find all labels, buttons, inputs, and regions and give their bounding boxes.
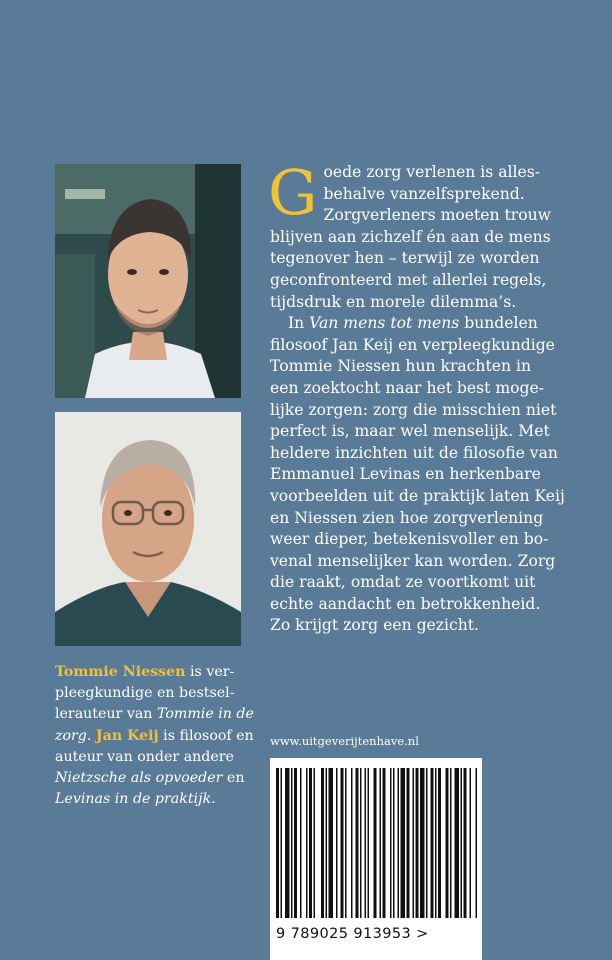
author-photo-jan-keij: [55, 412, 241, 646]
author-name: Jan Keij: [95, 727, 159, 744]
book-title: Van mens tot mens: [309, 314, 460, 333]
barcode-bar: [321, 768, 324, 918]
barcode-bar: [426, 768, 428, 918]
bio-line: [55, 789, 255, 810]
barcode-bar: [368, 768, 370, 918]
barcode-bar: [380, 768, 382, 918]
blurb-line: Emmanuel Levinas en herkenbare: [270, 465, 541, 484]
blurb-line: venal menselijker kan worden. Zorg: [270, 551, 556, 570]
bio-line: pleegkundige en bestsel-: [55, 685, 235, 702]
bio-text: en: [222, 770, 245, 787]
barcode-bar: [294, 768, 297, 918]
barcode-bar: [407, 768, 410, 918]
bio-text: lerauteur van: [55, 706, 157, 723]
book-title: Levinas in de praktijk: [55, 791, 212, 808]
blurb-line: weer dieper, betekenisvoller en bo-: [270, 530, 549, 549]
barcode-bar: [365, 768, 367, 918]
bio-line: auteur van onder andere: [55, 748, 234, 765]
barcode-bar: [281, 768, 283, 918]
barcode-bars: [272, 768, 480, 926]
barcode-bar: [326, 768, 328, 918]
blurb-line: behalve vanzelfsprekend.: [323, 184, 525, 203]
blurb-line: Zo krijgt zorg een gezicht.: [270, 616, 479, 635]
barcode-bar: [390, 768, 392, 918]
barcode-bar: [306, 768, 308, 918]
barcode-bar: [336, 768, 338, 918]
blurb-line: filosoof Jan Keij en verpleegkundige: [270, 335, 555, 354]
bio-line: [55, 704, 255, 725]
barcode-bar: [383, 768, 386, 918]
blurb-line: oede zorg verlenen is alles-: [323, 163, 541, 181]
barcode-bar: [341, 768, 344, 918]
book-title: Nietzsche als opvoeder: [55, 770, 223, 787]
bio-text: is filosoof en: [158, 727, 254, 744]
barcode-bar: [413, 768, 415, 918]
blurb-line: voorbeelden uit de praktijk laten Keij: [270, 486, 565, 505]
blurb-line: tegenover hen – terwijl ze worden: [270, 249, 540, 268]
blurb-line: Zorgverleners moeten trouw: [323, 206, 551, 225]
barcode-bar: [401, 768, 406, 918]
blurb-line: lijke zorgen: zorg die misschien niet: [270, 400, 557, 419]
book-title: Tommie in de: [156, 706, 254, 723]
barcode-bar: [435, 768, 437, 918]
book-title: zorg: [55, 727, 87, 744]
blurb-line: tijdsdruk en morele dilemma’s.: [270, 292, 517, 311]
barcode-bar: [461, 768, 463, 918]
barcode-bar: [470, 768, 472, 918]
blurb-line: blijven aan zichzelf én aan de mens: [270, 227, 551, 246]
author-bio: [55, 662, 255, 810]
blurb-text: bundelen: [459, 314, 538, 333]
barcode-bar: [276, 768, 279, 918]
author-name: Tommie Niessen: [55, 664, 186, 680]
barcode-bar: [356, 768, 359, 918]
blurb-text: In: [288, 314, 310, 333]
drop-cap: G: [268, 156, 318, 229]
barcode-bar: [464, 768, 467, 918]
barcode-bar: [416, 768, 419, 918]
blurb-line: heldere inzichten uit de filosofie van: [270, 443, 558, 462]
barcode-bar: [431, 768, 434, 918]
blurb-paragraph-1: [268, 156, 570, 313]
isbn-digits: 9 789025 913953 >: [276, 926, 429, 942]
barcode-bar: [476, 768, 478, 918]
barcode-bar: [314, 768, 316, 918]
barcode-bar: [455, 768, 460, 918]
barcode-bar: [351, 768, 353, 918]
barcode-bar: [450, 768, 452, 918]
barcode-bar: [446, 768, 449, 918]
barcode-bar: [300, 768, 302, 918]
blurb-line: Tommie Niessen hun krachten in: [270, 357, 532, 376]
barcode-bar: [398, 768, 400, 918]
bio-line: [55, 726, 255, 747]
publisher-website: www.uitgeverijtenhave.nl: [270, 734, 419, 748]
barcode-bar: [291, 768, 293, 918]
bio-line: [55, 768, 255, 789]
barcode-bar: [360, 768, 362, 918]
bio-text: .: [211, 791, 216, 808]
bio-text: .: [86, 727, 96, 744]
blurb-line: echte aandacht en betrokkenheid.: [270, 594, 541, 613]
barcode-bar: [393, 768, 395, 918]
back-cover-blurb: [268, 156, 570, 637]
barcode-bar: [438, 768, 441, 918]
blurb-line: perfect is, maar wel menselijk. Met: [270, 422, 550, 441]
barcode-bar: [420, 768, 425, 918]
bio-text: is ver-: [185, 664, 235, 680]
barcode-bar: [309, 768, 312, 918]
author-photo-tommie-niessen: [55, 164, 241, 398]
blurb-line: geconfronteerd met allerlei regels,: [270, 270, 547, 289]
barcode-bar: [329, 768, 334, 918]
blurb-line: en Niessen zien hoe zorgverlening: [270, 508, 544, 527]
blurb-line: [270, 313, 570, 335]
blurb-line: die raakt, omdat ze voortkomt uit: [270, 573, 536, 592]
barcode-bar: [345, 768, 347, 918]
barcode-bar: [374, 768, 377, 918]
barcode-bar: [285, 768, 290, 918]
blurb-paragraph-2: [270, 313, 570, 637]
blurb-line: een zoektocht naar het best moge-: [270, 378, 545, 397]
isbn-barcode: [270, 758, 482, 960]
bio-line: [55, 662, 255, 683]
